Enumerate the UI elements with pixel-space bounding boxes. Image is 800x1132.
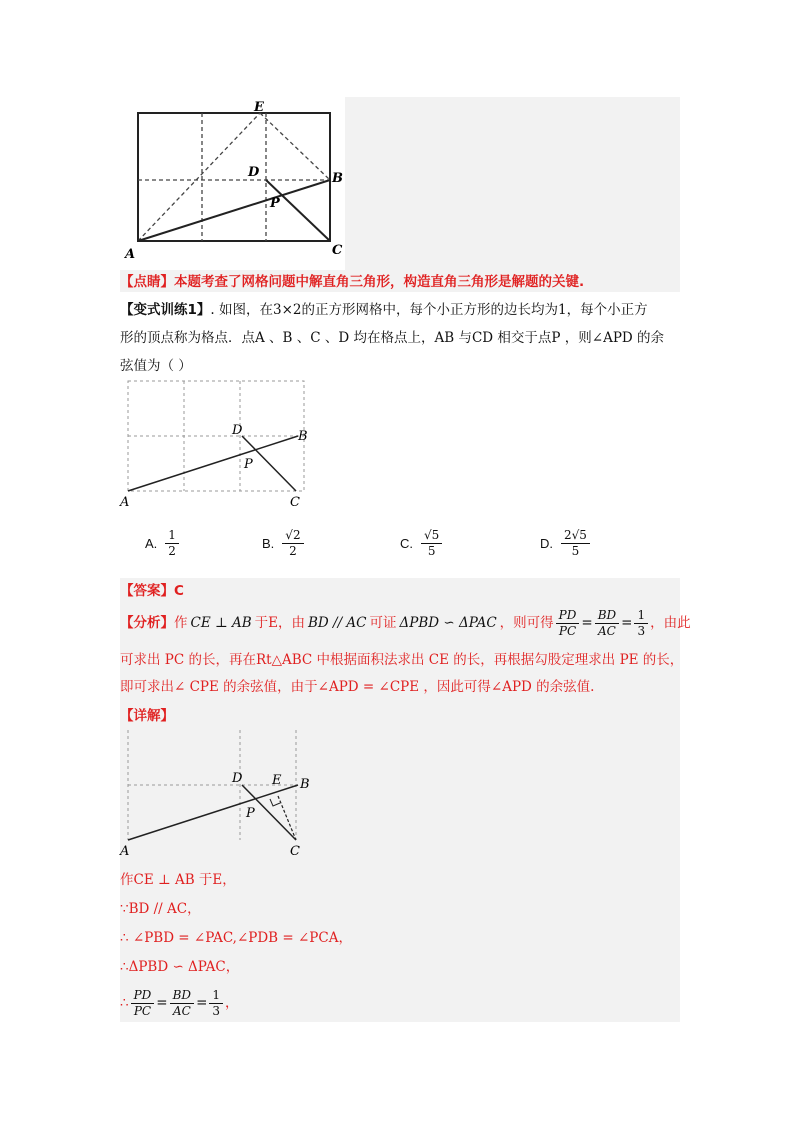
option-b-den: 2 xyxy=(289,544,297,558)
solution-s5-prefix: ∴ xyxy=(120,995,129,1011)
fig2-label-A: A xyxy=(120,495,130,510)
analysis-eq-2: = xyxy=(621,615,633,631)
option-c-den: 5 xyxy=(427,544,436,558)
analysis-line-2: 可求出 PC 的长，再在Rt△ABC 中根据面积法求出 CE 的长，再根据勾股定理求出 PE 的长， xyxy=(120,652,684,668)
option-c-fraction xyxy=(421,528,442,559)
analysis-line-3: 即可求出∠ CPE 的余弦值，由于∠APD = ∠CPE ，因此可得∠APD 的余弦值. xyxy=(120,679,595,695)
note-text: 本题考查了网格问题中解直角三角形，构造直角三角形是解题的关键. xyxy=(174,274,585,290)
solution-frac-1-den: PC xyxy=(133,1003,152,1018)
solution-frac-2-den: AC xyxy=(172,1003,191,1018)
note-line xyxy=(120,272,690,292)
solution-step-2: ∵BD // AC， xyxy=(120,901,201,917)
fig3-label-D: D xyxy=(232,771,243,786)
solution-step-4: ∴ΔPBD ∽ ΔPAC， xyxy=(120,959,240,975)
analysis-l1-e: 可证 xyxy=(369,615,397,631)
answer-line xyxy=(120,581,690,601)
fig3-label-P: P xyxy=(246,806,255,821)
option-d-den: 5 xyxy=(571,544,580,558)
problem-line-2: 形的顶点称为格点．点A 、B 、C 、D 均在格点上，AB 与CD 相交于点P ，则∠APD 的余 xyxy=(120,330,665,346)
fig2-label-B: B xyxy=(298,429,308,444)
analysis-l1-f: ΔPBD ∽ ΔPAC xyxy=(399,615,497,631)
figure-grid-3 xyxy=(118,728,318,860)
option-c[interactable] xyxy=(400,528,444,559)
solution-s5-suffix: ， xyxy=(225,995,239,1011)
solution-frac-1 xyxy=(131,988,155,1019)
problem-line-3: 弦值为（ ） xyxy=(120,358,192,374)
fig2-label-C: C xyxy=(290,495,300,510)
analysis-frac-3 xyxy=(634,608,648,639)
option-b-num: √2 xyxy=(282,528,303,544)
problem-line-1 xyxy=(120,300,690,320)
fig1-label-E: E xyxy=(254,100,264,115)
fig3-label-B: B xyxy=(300,777,310,792)
option-c-letter: C. xyxy=(400,536,413,551)
option-b-letter: B. xyxy=(262,536,275,551)
fig3-label-C: C xyxy=(290,844,300,859)
option-c-num: √5 xyxy=(421,528,442,544)
option-a-den: 2 xyxy=(168,544,176,558)
figure-grid-1 xyxy=(120,96,346,264)
fig2-label-D: D xyxy=(232,423,243,438)
analysis-eq-1: = xyxy=(581,615,593,631)
analysis-frac-1 xyxy=(556,608,580,639)
analysis-line-1 xyxy=(120,605,690,641)
option-a-letter: A. xyxy=(145,536,158,551)
analysis-tag: 【分析】 xyxy=(120,615,174,631)
problem-line1-b: 的正方形网格中，每个小正方形的边长均为1，每个小正方 xyxy=(301,302,648,318)
top-shade xyxy=(345,97,680,292)
analysis-frac-1-den: PC xyxy=(558,623,577,638)
solution-frac-3-num: 1 xyxy=(209,988,223,1004)
fig3-label-A: A xyxy=(120,844,130,859)
solution-frac-3-den: 3 xyxy=(212,1003,221,1018)
solution-step-3: ∴ ∠PBD = ∠PAC,∠PDB = ∠PCA， xyxy=(120,930,352,946)
option-b[interactable] xyxy=(262,528,306,559)
problem-grid-size: 3×2 xyxy=(273,302,302,318)
fig1-label-A: A xyxy=(125,247,136,262)
option-d-fraction xyxy=(561,528,590,559)
solution-eq-2: = xyxy=(196,995,208,1011)
analysis-l1-h: ，由此 xyxy=(650,615,691,631)
analysis-l1-g: ，则可得 xyxy=(499,615,554,631)
note-tag: 【点睛】 xyxy=(120,274,174,290)
detail-tag: 【详解】 xyxy=(120,708,174,724)
analysis-frac-2-den: AC xyxy=(597,623,616,638)
option-d-letter: D. xyxy=(540,536,553,551)
solution-step-1: 作CE ⊥ AB 于E， xyxy=(120,872,236,888)
solution-frac-1-num: PD xyxy=(131,988,155,1004)
option-b-fraction xyxy=(282,528,303,559)
problem-tag: 【变式训练1】 xyxy=(120,302,211,318)
analysis-frac-3-den: 3 xyxy=(637,623,646,638)
analysis-l1-a: 作 xyxy=(174,615,188,631)
fig1-label-D: D xyxy=(248,165,260,180)
option-a-num: 1 xyxy=(165,528,179,544)
option-a-fraction xyxy=(165,528,179,559)
analysis-frac-1-num: PD xyxy=(556,608,580,624)
answer-tag: 【答案】 xyxy=(120,583,174,599)
analysis-frac-3-num: 1 xyxy=(634,608,648,624)
solution-eq-1: = xyxy=(156,995,168,1011)
analysis-l1-d: BD // AC xyxy=(308,615,367,631)
solution-frac-2-num: BD xyxy=(170,988,194,1004)
figure-grid-2 xyxy=(118,378,318,510)
analysis-frac-2 xyxy=(595,608,619,639)
problem-line1-a: . 如图，在 xyxy=(210,302,273,318)
answer-value: C xyxy=(174,583,184,599)
fig3-label-E: E xyxy=(272,773,282,788)
fig2-label-P: P xyxy=(244,457,253,472)
fig1-label-B: B xyxy=(332,171,343,186)
solution-step-5 xyxy=(120,984,690,1022)
analysis-l1-b: CE ⊥ AB xyxy=(190,615,252,631)
option-d[interactable] xyxy=(540,528,592,559)
option-a[interactable] xyxy=(145,528,181,559)
fig1-label-P: P xyxy=(270,196,280,211)
solution-frac-2 xyxy=(170,988,194,1019)
option-d-num: 2√5 xyxy=(561,528,590,544)
analysis-l1-c: 于E，由 xyxy=(254,615,305,631)
analysis-frac-2-num: BD xyxy=(595,608,619,624)
solution-frac-3 xyxy=(209,988,223,1019)
detail-line xyxy=(120,706,690,726)
fig1-label-C: C xyxy=(332,243,343,258)
